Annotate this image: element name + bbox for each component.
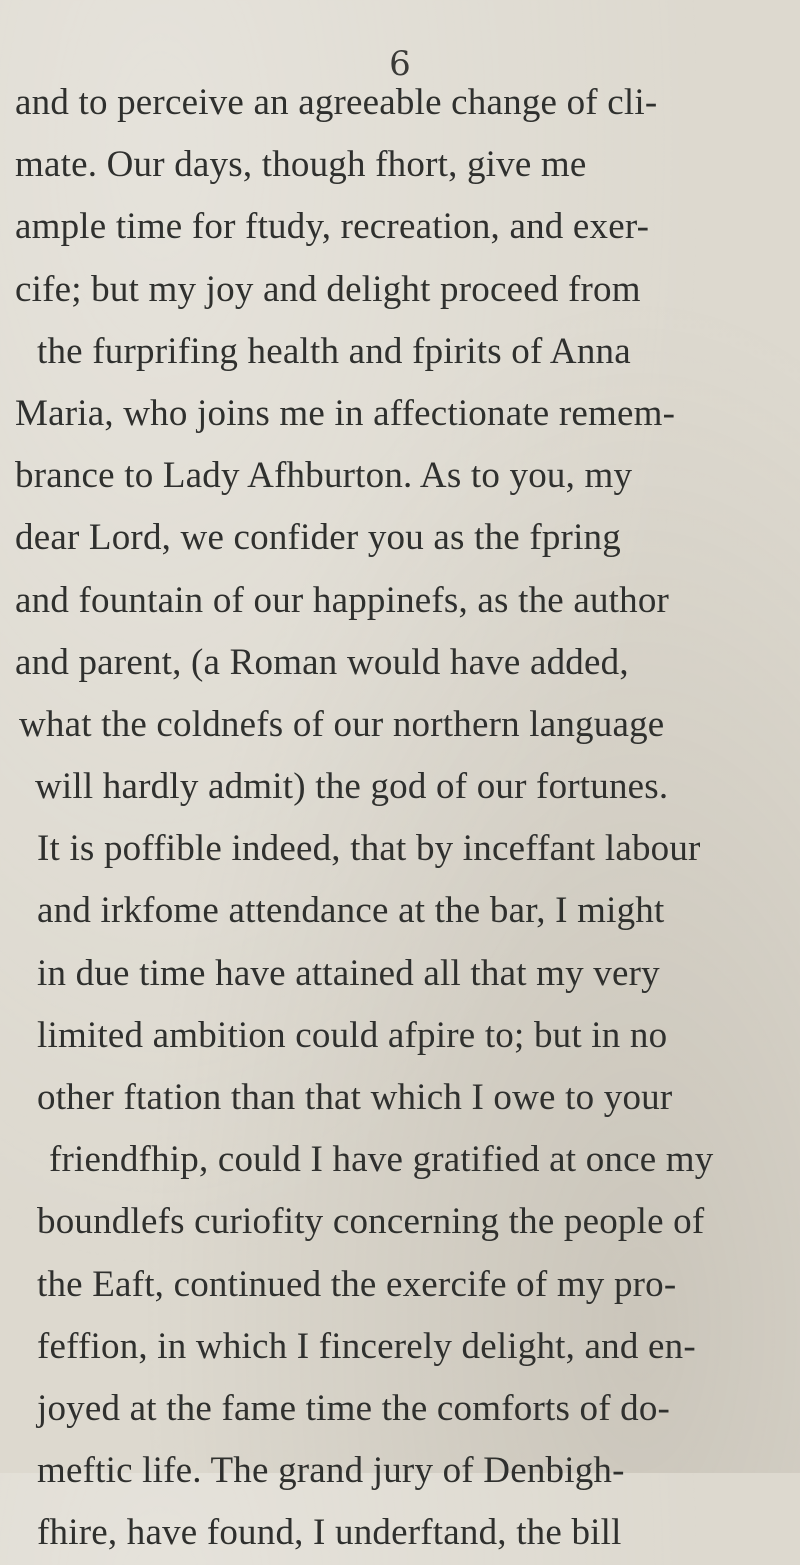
text-line: and to perceive an agreeable change of cli- [15, 82, 658, 123]
text-line: and fountain of our happinefs, as the author [15, 579, 670, 621]
text-line: will hardly admit) the god of our fortunes. [35, 766, 669, 808]
text-line: other ftation than that which I owe to your [37, 1077, 673, 1118]
text-line: fhire, have found, I underftand, the bill [37, 1512, 622, 1554]
body-text [15, 72, 714, 1565]
text-line: mate. Our days, though fhort, give me [15, 144, 587, 186]
text-line: friendfhip, could I have gratified at once my [49, 1139, 714, 1181]
text-line: cife; but my joy and delight proceed from [15, 268, 641, 310]
text-line: what the coldnefs of our northern language [19, 703, 665, 745]
text-line: meftic life. The grand jury of Denbigh- [37, 1450, 625, 1492]
text-line: the Eaft, continued the exercife of my pro- [37, 1263, 677, 1305]
text-line: brance to Lady Afhburton. As to you, my [15, 455, 633, 497]
text-line: and parent, (a Roman would have added, [15, 641, 629, 683]
page-number: 6 [389, 44, 411, 84]
text-line: limited ambition could afpire to; but in no [37, 1014, 668, 1056]
text-line: and irkfome attendance at the bar, I might [37, 890, 665, 932]
text-line: dear Lord, we confider you as the fpring [15, 517, 621, 559]
text-line: joyed at the fame time the comforts of do- [37, 1387, 671, 1429]
text-line: Maria, who joins me in affectionate remem- [15, 392, 676, 434]
text-line: in due time have attained all that my very [37, 952, 660, 994]
text-line: It is poffible indeed, that by inceffant labour [37, 828, 701, 870]
text-line: ample time for ftudy, recreation, and exer- [15, 206, 650, 248]
text-line: boundlefs curiofity concerning the people of [37, 1201, 705, 1243]
text-line: feffion, in which I fincerely delight, and en- [37, 1325, 696, 1367]
text-line: the furprifing health and fpirits of Anna [37, 330, 631, 372]
